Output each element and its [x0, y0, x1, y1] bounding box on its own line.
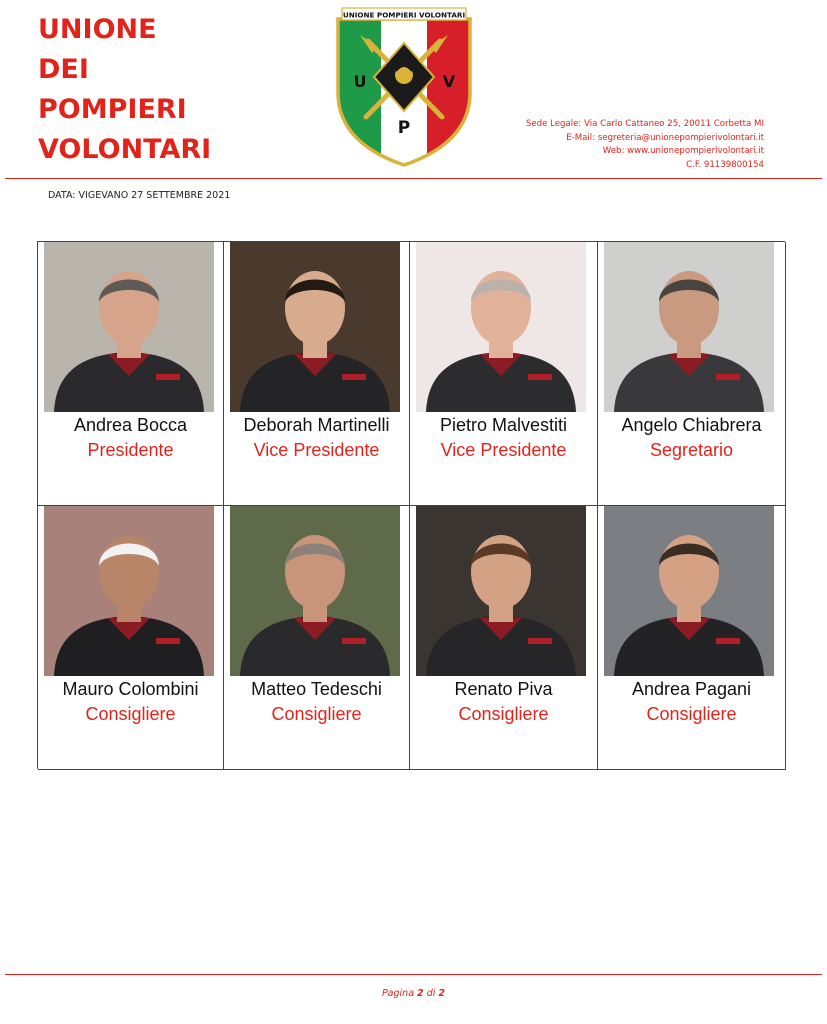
logo-letter-u: U — [353, 72, 367, 91]
page-separator: di — [426, 988, 436, 999]
logo-banner-text: UNIONE POMPIERI VOLONTARI — [342, 10, 466, 20]
member-role: Consigliere — [458, 704, 549, 724]
contact-address: Sede Legale: Via Carlo Cattaneo 25, 20011 Corbetta MI — [525, 119, 764, 129]
member-photo — [604, 506, 774, 676]
member-role: Segretario — [649, 440, 734, 460]
member-photo — [416, 506, 586, 676]
member-role: Consigliere — [85, 704, 176, 724]
org-name-line: VOLONTARI — [38, 134, 212, 165]
member-photo — [44, 506, 214, 676]
document-date: DATA: VIGEVANO 27 SETTEMBRE 2021 — [48, 190, 231, 201]
member-name: Deborah Martinelli — [243, 415, 390, 435]
org-name-line: UNIONE — [38, 14, 157, 45]
member-photo — [416, 242, 586, 412]
member-card — [38, 242, 224, 506]
chest-badge — [156, 638, 180, 644]
member-photo — [604, 242, 774, 412]
member-name: Angelo Chiabrera — [621, 415, 762, 435]
member-name: Matteo Tedeschi — [251, 679, 382, 699]
member-name: Mauro Colombini — [62, 679, 199, 699]
current-page: 2 — [417, 988, 424, 999]
page-number — [0, 988, 827, 999]
member-card — [38, 506, 224, 770]
member-card — [598, 506, 786, 770]
chest-badge — [716, 374, 740, 380]
member-role: Consigliere — [271, 704, 362, 724]
member-name: Renato Piva — [454, 679, 553, 699]
contact-email[interactable]: E-Mail: segreteria@unionepompierivolontari.it — [566, 132, 764, 143]
org-name-line: POMPIERI — [38, 94, 187, 125]
footer-divider — [5, 974, 822, 975]
contact-website[interactable]: Web: www.unionepompierivolontari.it — [602, 146, 764, 156]
member-card — [410, 242, 598, 506]
board-members-grid — [37, 241, 785, 769]
upv-shield-logo — [334, 5, 474, 169]
chest-badge — [342, 374, 366, 380]
member-photo — [230, 242, 400, 412]
member-photo — [230, 506, 400, 676]
contact-tax-code: C.F. 91139800154 — [686, 159, 764, 170]
chest-badge — [528, 374, 552, 380]
chest-badge — [716, 638, 740, 644]
member-card — [598, 242, 786, 506]
chest-badge — [528, 638, 552, 644]
total-pages: 2 — [438, 988, 446, 999]
member-card — [224, 506, 410, 770]
member-role: Presidente — [87, 440, 174, 460]
logo-letter-v: V — [442, 72, 456, 91]
member-name: Andrea Pagani — [631, 679, 752, 699]
member-card — [410, 506, 598, 770]
contact-block — [526, 118, 764, 172]
member-photo — [44, 242, 214, 412]
org-name-line: DEI — [38, 54, 89, 85]
header-divider — [5, 178, 822, 179]
chest-badge — [342, 638, 366, 644]
member-card — [224, 242, 410, 506]
member-name: Andrea Bocca — [73, 415, 188, 435]
member-role: Consigliere — [646, 704, 737, 724]
member-name: Pietro Malvestiti — [439, 415, 568, 435]
chest-badge — [156, 374, 180, 380]
logo-letter-p: P — [397, 118, 411, 138]
page-label: Pagina — [381, 988, 415, 999]
member-role: Vice Presidente — [440, 440, 567, 460]
member-role: Vice Presidente — [253, 440, 380, 460]
org-name — [38, 10, 211, 170]
